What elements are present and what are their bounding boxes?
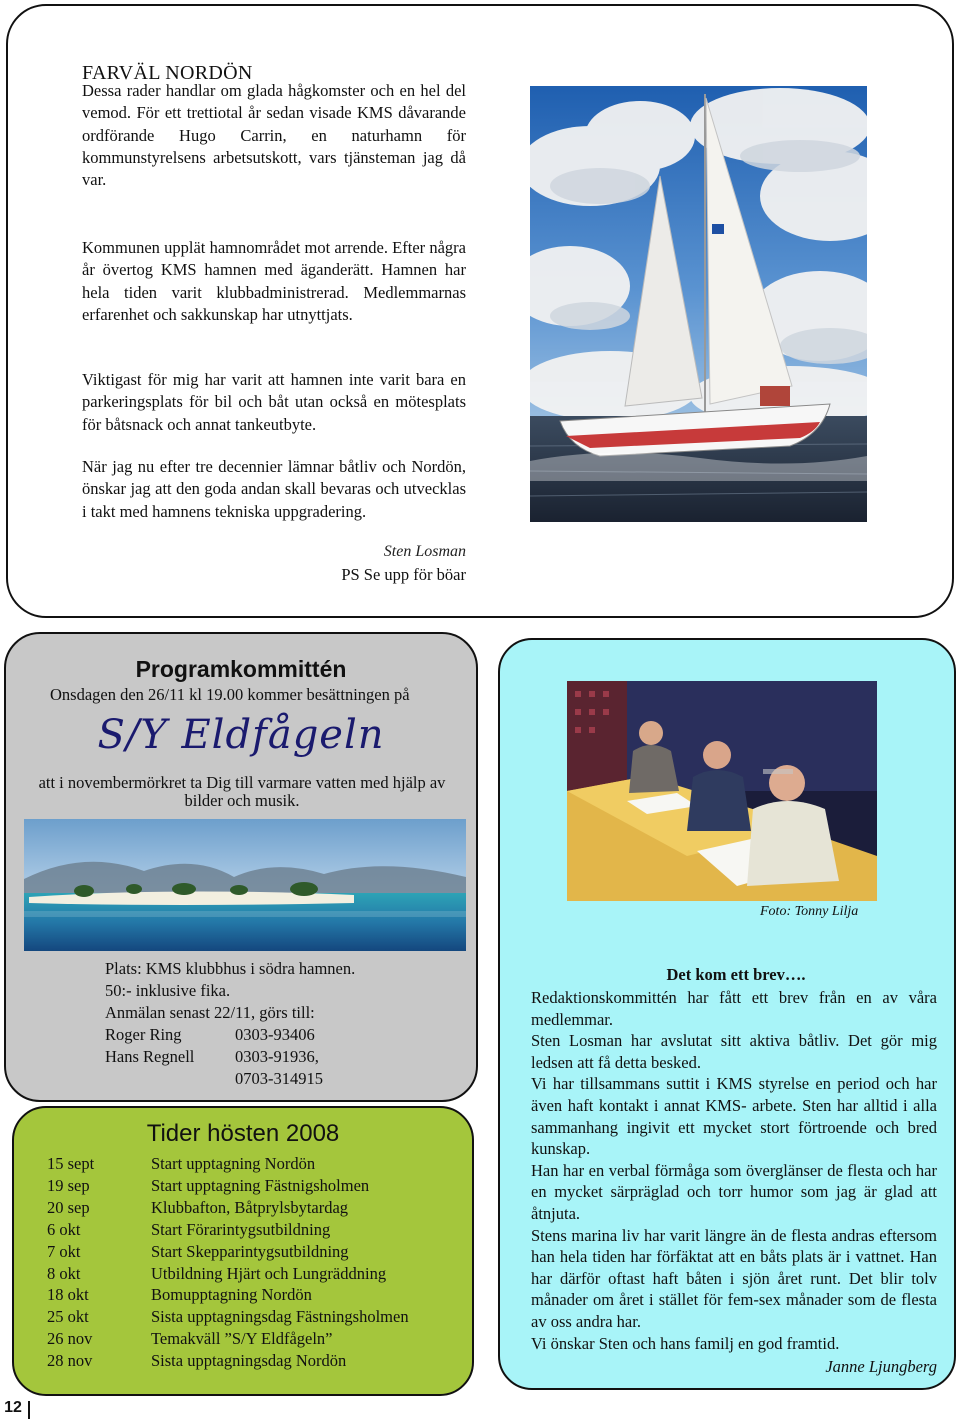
schedule-date: 15 sept: [47, 1154, 95, 1173]
schedule-event: Sista upptagningsdag Fästningsholmen: [151, 1307, 409, 1327]
contact-name: Roger Ring: [105, 1025, 182, 1044]
schedule-date: 19 sep: [47, 1175, 90, 1195]
schedule-event: Start Skepparintygsutbildning: [151, 1241, 349, 1261]
schedule-date: 20 sep: [47, 1197, 90, 1217]
schedule-date: 18 okt: [47, 1285, 89, 1305]
schedule-date: 8 okt: [47, 1263, 81, 1283]
schedule-date: 6 okt: [47, 1219, 81, 1239]
schedule-event: Utbildning Hjärt och Lungräddning: [151, 1263, 387, 1283]
schedule-row: [47, 1284, 409, 1306]
photo-credit: Foto: Tonny Lilja: [760, 904, 859, 919]
program-intro: Onsdagen den 26/11 kl 19.00 kommer besättningen på: [50, 685, 410, 704]
program-title: Programkommittén: [135, 656, 347, 682]
schedule-date: 25 okt: [47, 1307, 89, 1327]
letter-paragraph: Redaktionskommittén har fått ett brev från en av våra medlemmar.: [531, 988, 937, 1029]
schedule-row: [47, 1328, 409, 1350]
letter-paragraph: Han har en verbal förmåga som överglänser de flesta och har en mycket särpräglad och torr humor som jag är glad att åtnjuta.: [531, 1160, 937, 1223]
schedule-row: [47, 1197, 409, 1219]
contact-phone: 0703-314915: [235, 1069, 323, 1088]
schedule-event: Klubbafton, Båtprylsbytardag: [151, 1197, 349, 1217]
contact-row: [105, 1046, 355, 1068]
schedule-list: [47, 1153, 409, 1372]
schedule-row: [47, 1306, 409, 1328]
schedule-event: Bomupptagning Nordön: [151, 1285, 312, 1305]
schedule-event: Temakväll ”S/Y Eldfågeln”: [151, 1329, 333, 1349]
program-place: Plats: KMS klubbhus i södra hamnen.: [105, 959, 356, 978]
sailboat-photo: [530, 86, 867, 522]
farval-paragraph-4: När jag nu efter tre decennier lämnar båtliv och Nordön, önskar jag att den goda andan skall bevaras och utvecklas i takt med hamnens tekniska uppgradering.: [82, 457, 466, 521]
schedule-row: [47, 1241, 409, 1263]
schedule-event: Start Förarintygsutbildning: [151, 1219, 331, 1239]
page-number-divider: [28, 1401, 30, 1419]
schedule-row: [47, 1153, 409, 1175]
schedule-title: Tider hösten 2008: [146, 1120, 340, 1147]
farval-paragraph-3: Viktigast för mig har varit att hamnen inte varit bara en parkeringsplats för bil och båt utan också en mötesplats för båtsnack och annat tankeutbyte.: [82, 370, 466, 434]
schedule-row: [47, 1263, 409, 1285]
farval-paragraph-1: Dessa rader handlar om glada hågkomster och en hel del vemod. För ett trettiotal år sedan visade KMS dåvarande ordförande Hugo Carrin, en naturhamn för kommunstyrelsens arbetsutskott, vars tjänsteman jag då var.: [82, 81, 466, 190]
program-description: att i novembermörkret ta Dig till varmare vatten med hjälp av bilder och musik.: [38, 773, 446, 810]
letter-paragraph: Vi har tillsammans suttit i KMS styrelse en period och har även haft kontakt i annat KMS- arbete. Sten har alltid i alla sammanhang ingivit ett mycket stort förtroende och bred kunskap.: [531, 1074, 937, 1159]
meeting-photo: [567, 681, 877, 901]
page-number: 12: [4, 1399, 22, 1416]
schedule-event: Start upptagning Fästnigsholmen: [151, 1175, 370, 1195]
letter-paragraph: Vi önskar Sten och hans familj en god framtid.: [531, 1333, 840, 1353]
letter-paragraph: Stens marina liv har varit längre än de flesta andras eftersom han hela tiden har förfäktat att en båts plats är i vattnet. Han har därför oftast haft båten i sjön året runt. Det blir tolv månader om året i stället för fem-sex månader som de flesta av oss andra har.: [531, 1225, 937, 1331]
boat-name: S/Y Eldfågeln: [97, 712, 385, 758]
schedule-date: 26 nov: [47, 1329, 93, 1349]
program-info: [105, 958, 355, 1090]
letter-paragraph: Sten Losman har avslutat sitt aktiva båtliv. Det gör mig ledsen att få detta besked.: [531, 1031, 937, 1072]
schedule-row: [47, 1219, 409, 1241]
contact-row: [105, 1024, 355, 1046]
schedule-event: Start upptagning Nordön: [151, 1154, 316, 1173]
island-photo: [24, 819, 466, 951]
farval-signature: Sten Losman: [383, 543, 466, 560]
contact-name: Hans Regnell: [105, 1047, 195, 1066]
farval-postscript: PS Se upp för böar: [341, 565, 466, 584]
schedule-event: Sista upptagningsdag Nordön: [151, 1351, 347, 1371]
contact-phone: 0303-93406: [235, 1025, 315, 1044]
schedule-row: [47, 1350, 409, 1372]
letter-signature: Janne Ljungberg: [825, 1357, 937, 1376]
letter-title: Det kom ett brev….: [666, 965, 806, 984]
program-registration: Anmälan senast 22/11, görs till:: [105, 1003, 315, 1022]
farval-title: FARVÄL NORDÖN: [82, 62, 253, 84]
contact-phone: 0303-91936,: [235, 1047, 319, 1066]
schedule-row: [47, 1175, 409, 1197]
farval-paragraph-2: Kommunen upplät hamnområdet mot arrende. Efter några år övertog KMS hamnen med äganderätt. Hamnen har hela tiden varit klubbadministrerad. Medlemmarnas erfarenhet och sakkunskap har utnyttjats.: [82, 238, 466, 324]
program-price: 50:- inklusive fika.: [105, 981, 231, 1000]
contact-row: [105, 1068, 355, 1090]
letter-body: [531, 987, 937, 1354]
schedule-date: 7 okt: [47, 1241, 81, 1261]
schedule-date: 28 nov: [47, 1351, 93, 1371]
